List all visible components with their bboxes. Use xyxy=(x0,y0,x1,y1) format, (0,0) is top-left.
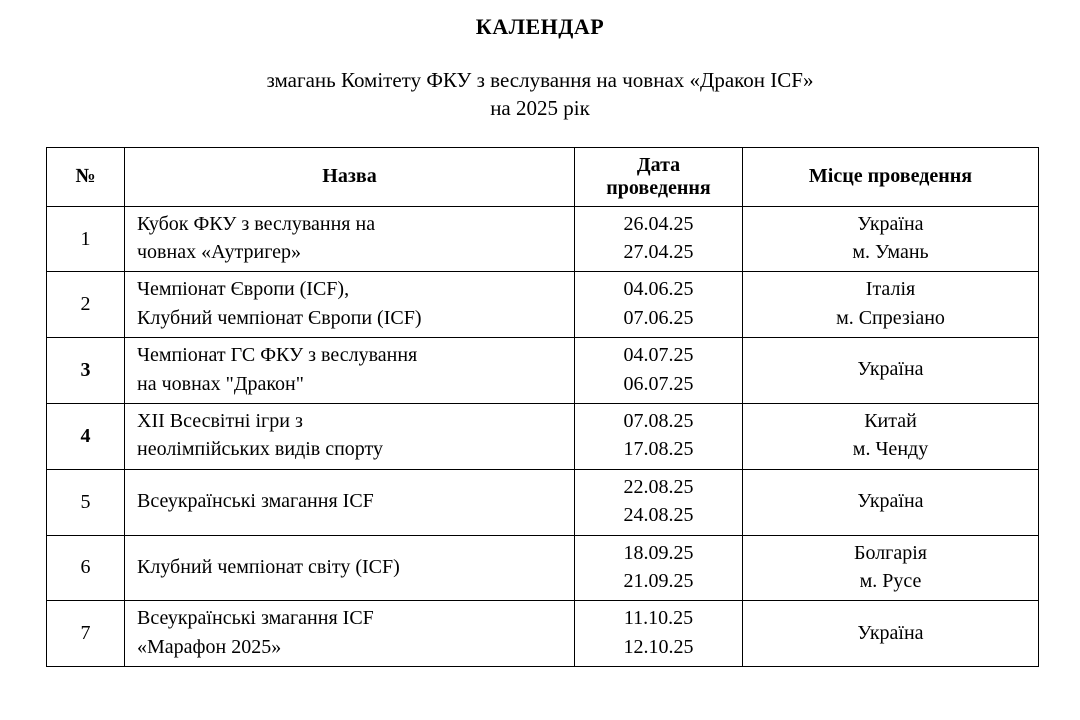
cell-name-line-2: на човнах "Дракон" xyxy=(137,372,304,395)
cell-name-line-1: Чемпіонат Європи (ICF), xyxy=(137,278,350,301)
cell-number: 3 xyxy=(47,338,125,404)
calendar-table xyxy=(46,147,1039,667)
cell-place-line-1: Україна xyxy=(857,621,924,644)
cell-number: 6 xyxy=(47,535,125,601)
cell-place-line-1: Україна xyxy=(857,358,924,381)
cell-name-line-1: XII Всесвітні ігри з xyxy=(137,410,303,433)
cell-date-start: 11.10.25 xyxy=(623,607,694,630)
cell-number: 5 xyxy=(47,469,125,535)
cell-place xyxy=(743,535,1039,601)
cell-date-end: 21.09.25 xyxy=(623,569,694,592)
cell-place-line-2: м. Умань xyxy=(852,241,929,264)
cell-date-end: 07.06.25 xyxy=(623,306,694,329)
table-header xyxy=(47,147,1039,206)
subtitle-line-2: на 2025 рік xyxy=(490,96,590,121)
cell-place xyxy=(743,469,1039,535)
table-row xyxy=(47,404,1039,470)
table-row xyxy=(47,601,1039,667)
cell-name-line-1: Всеукраїнські змагання ICF xyxy=(137,490,374,512)
cell-name-line-1: Клубний чемпіонат світу (ICF) xyxy=(137,555,400,578)
table-row xyxy=(47,206,1039,272)
cell-place-line-1: Італія xyxy=(865,278,916,301)
cell-date xyxy=(575,535,743,601)
cell-place xyxy=(743,206,1039,272)
cell-date xyxy=(575,206,743,272)
cell-date-start: 04.06.25 xyxy=(623,278,694,301)
cell-place xyxy=(743,272,1039,338)
cell-date-start: 22.08.25 xyxy=(623,475,694,498)
cell-place xyxy=(743,338,1039,404)
cell-name-line-2: «Марафон 2025» xyxy=(137,635,282,658)
column-header-place: Місце проведення xyxy=(743,147,1039,206)
cell-date-start: 04.07.25 xyxy=(623,344,694,367)
cell-date xyxy=(575,338,743,404)
cell-number: 1 xyxy=(47,206,125,272)
column-header-number: № xyxy=(47,147,125,206)
column-header-name: Назва xyxy=(125,147,575,206)
cell-name xyxy=(125,535,575,601)
cell-date-end: 24.08.25 xyxy=(623,504,694,527)
cell-name xyxy=(125,206,575,272)
cell-date xyxy=(575,272,743,338)
cell-place-line-1: Китай xyxy=(864,410,917,433)
cell-place-line-1: Україна xyxy=(857,212,924,235)
cell-name xyxy=(125,338,575,404)
cell-number: 7 xyxy=(47,601,125,667)
cell-date xyxy=(575,469,743,535)
table-row xyxy=(47,535,1039,601)
column-header-date-line-2: проведення xyxy=(606,176,711,199)
column-header-date-line-1: Дата xyxy=(636,153,681,176)
cell-place-line-2: м. Спрезіано xyxy=(836,306,945,329)
cell-name-line-1: Чемпіонат ГС ФКУ з веслування xyxy=(137,344,418,367)
cell-date xyxy=(575,404,743,470)
document-subtitle xyxy=(44,66,1036,123)
page-title: КАЛЕНДАР xyxy=(475,14,605,39)
cell-name-line-2: неолімпійських видів спорту xyxy=(137,438,384,461)
cell-name xyxy=(125,601,575,667)
cell-name-line-2: Клубний чемпіонат Європи (ICF) xyxy=(137,306,422,329)
cell-name-line-2: човнах «Аутригер» xyxy=(137,241,302,264)
table-body xyxy=(47,206,1039,666)
cell-date-end: 27.04.25 xyxy=(623,241,694,264)
table-row xyxy=(47,272,1039,338)
cell-date-start: 18.09.25 xyxy=(623,541,694,564)
subtitle-line-1: змагань Комітету ФКУ з веслування на човнах «Дракон ICF» xyxy=(266,68,814,92)
cell-name xyxy=(125,469,575,535)
table-header-row xyxy=(47,147,1039,206)
table-row xyxy=(47,338,1039,404)
cell-date-end: 17.08.25 xyxy=(623,438,694,461)
cell-date-end: 06.07.25 xyxy=(623,372,694,395)
cell-date-end: 12.10.25 xyxy=(623,635,694,658)
cell-place xyxy=(743,404,1039,470)
cell-name-line-1: Всеукраїнські змагання ICF xyxy=(137,607,374,630)
cell-date-start: 26.04.25 xyxy=(623,212,694,235)
column-header-date xyxy=(575,147,743,206)
cell-place-line-2: м. Русе xyxy=(859,569,922,592)
cell-name xyxy=(125,272,575,338)
table-row xyxy=(47,469,1039,535)
cell-place-line-1: Україна xyxy=(857,490,924,512)
cell-date-start: 07.08.25 xyxy=(623,410,694,433)
cell-name-line-1: Кубок ФКУ з веслування на xyxy=(137,212,376,235)
cell-number: 4 xyxy=(47,404,125,470)
cell-place-line-1: Болгарія xyxy=(853,541,928,564)
cell-place-line-2: м. Ченду xyxy=(852,438,929,461)
cell-place xyxy=(743,601,1039,667)
cell-date xyxy=(575,601,743,667)
cell-number: 2 xyxy=(47,272,125,338)
cell-name xyxy=(125,404,575,470)
